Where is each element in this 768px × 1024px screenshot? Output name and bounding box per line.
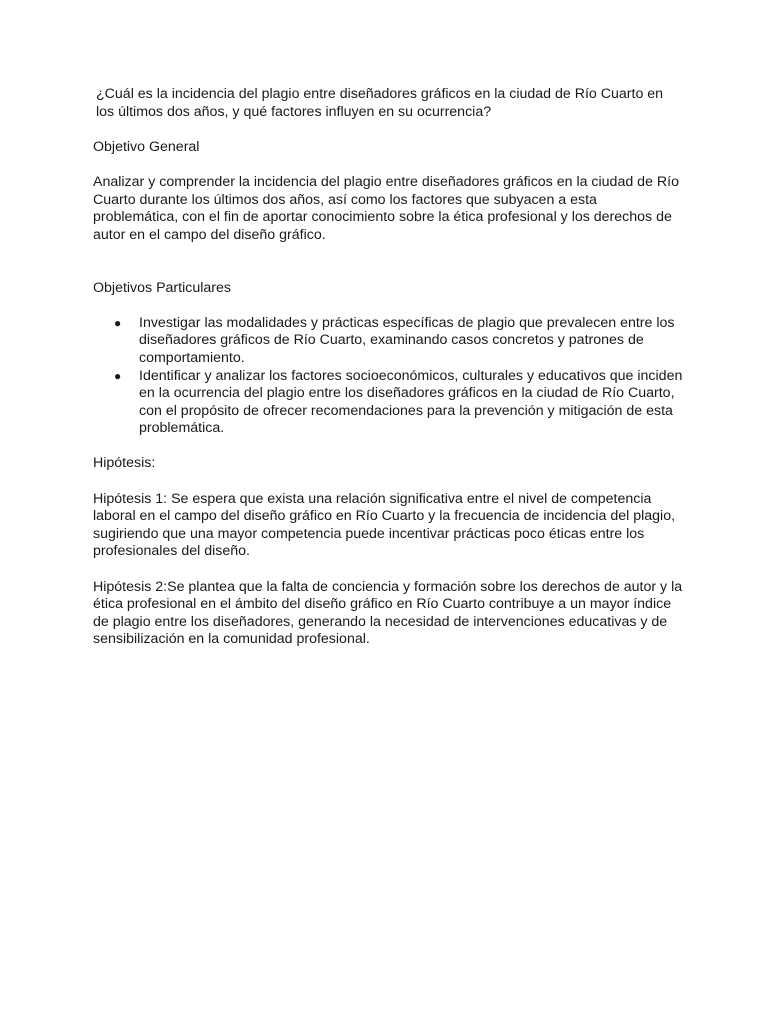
hypothesis-1: Hipótesis 1: Se espera que exista una relación significativa entre el nivel de competencia laboral en el campo del diseño gráfico en Río Cuarto y la frecuencia de incidencia del plagio, sugiriendo que una mayor competencia puede incentivar prácticas poco éticas entre los profesionales del diseño. — [93, 490, 676, 560]
document-page — [93, 86, 683, 649]
particular-objectives-heading: Objetivos Particulares — [93, 279, 231, 296]
list-item — [93, 368, 683, 438]
list-item-text: Investigar las modalidades y prácticas específicas de plagio que prevalecen entre los diseñadores gráficos de Río Cuarto, examinando casos concretos y patrones de comportamiento. — [139, 314, 675, 366]
particular-objectives-list — [93, 315, 683, 438]
hypothesis-2: Hipótesis 2:Se plantea que la falta de conciencia y formación sobre los derechos de autor y la ética profesional en el ámbito del diseño gráfico en Río Cuarto contribuye a un mayor índice de plagio entre los diseñadores, generando la necesidad de intervenciones educativas y de sensibilización en la comunidad profesional. — [93, 578, 683, 648]
general-objective-text: Analizar y comprender la incidencia del plagio entre diseñadores gráficos en la ciudad de Río Cuarto durante los últimos dos años, así como los factores que subyacen a esta problemática, con el fin de aportar conocimiento sobre la ética profesional y los derechos de autor en el campo del diseño gráfico. — [93, 173, 679, 243]
list-item — [93, 315, 683, 368]
general-objective-heading: Objetivo General — [93, 138, 200, 155]
hypothesis-heading: Hipótesis: — [93, 455, 156, 472]
list-item-text: Identificar y analizar los factores socioeconómicos, culturales y educativos que inciden en la ocurrencia del plagio entre los diseñadores gráficos en la ciudad de Río Cuarto, con el propósito de ofrecer recomendaciones para la prevención y mitigación de esta problemática. — [139, 367, 683, 437]
research-question: ¿Cuál es la incidencia del plagio entre diseñadores gráficos en la ciudad de Río Cuarto en los últimos dos años, y qué factores influyen en su ocurrencia? — [96, 86, 664, 120]
bullet-icon: ● — [114, 315, 122, 330]
bullet-icon: ● — [114, 368, 122, 383]
